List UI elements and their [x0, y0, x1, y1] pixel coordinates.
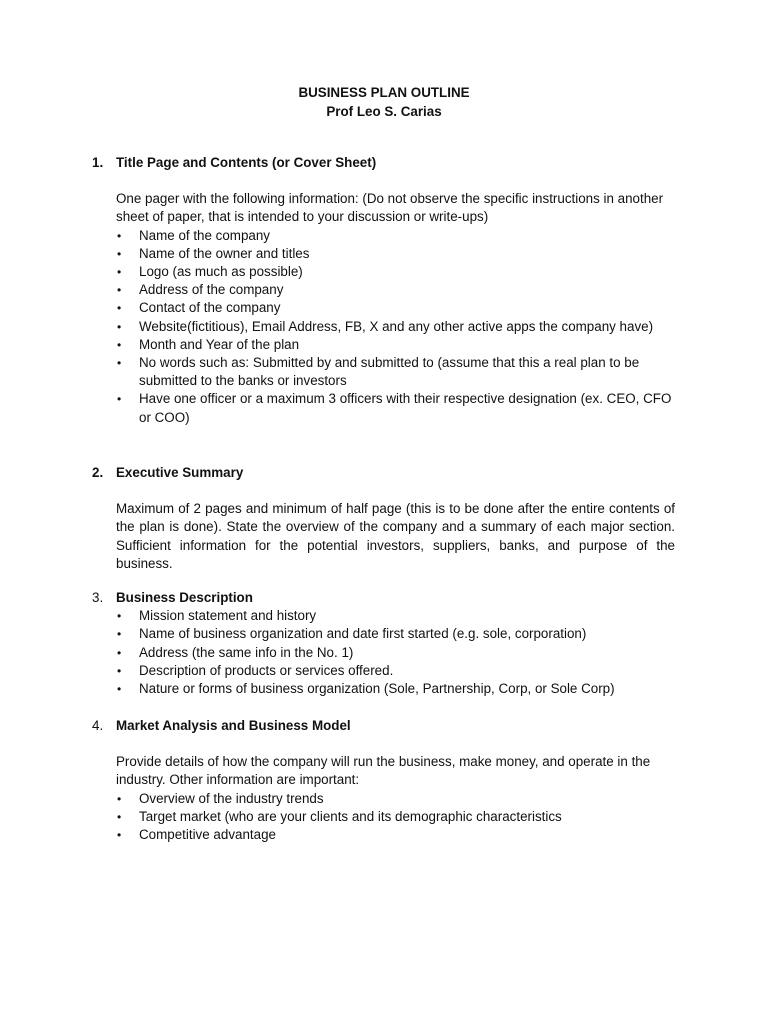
- bullet-icon: •: [117, 337, 122, 352]
- section-intro: One pager with the following information: (Do not observe the specific instructions in another sheet of paper, that is intended to your discussion or write-ups): [116, 191, 664, 225]
- list-item: • Address (the same info in the No. 1): [116, 644, 675, 662]
- list-item: • No words such as: Submitted by and submitted to (assume that this a real plan to be submitted to the banks or investors: [117, 355, 640, 389]
- bullet-icon: •: [117, 265, 122, 280]
- list-item: • Nature or forms of business organization (Sole, Partnership, Corp, or Sole Corp): [116, 680, 675, 698]
- section-intro: Maximum of 2 pages and minimum of half page (this is to be done after the entire contents of the plan is done). State the overview of the company and a summary of each major section. Sufficient information for the potential investors, suppliers, banks, and purpose of the business.: [116, 501, 675, 571]
- bullet-icon: •: [117, 627, 122, 642]
- section-title-page: [92, 154, 675, 427]
- bullet-icon: •: [117, 246, 122, 261]
- list-item: • Website(fictitious), Email Address, FB, X and any other active apps the company have): [116, 318, 675, 336]
- list-item: • Month and Year of the plan: [116, 336, 675, 354]
- bullet-icon: •: [117, 392, 122, 407]
- list-item: • Target market (who are your clients and its demographic characteristics: [116, 808, 675, 826]
- section-business-description: [92, 589, 675, 698]
- section-intro: Provide details of how the company will run the business, make money, and operate in the industry. Other information are important:: [116, 754, 651, 788]
- section-heading-text: Market Analysis and Business Model: [116, 718, 351, 733]
- bullet-icon: •: [117, 645, 122, 660]
- bullet-icon: •: [117, 283, 122, 298]
- bullet-icon: •: [117, 809, 122, 824]
- bullet-list: [92, 790, 675, 845]
- bullet-icon: •: [117, 682, 122, 697]
- section-heading: [92, 589, 675, 607]
- bullet-list: [92, 607, 675, 698]
- list-item: • Competitive advantage: [116, 826, 675, 844]
- list-item: • Contact of the company: [116, 299, 675, 317]
- list-item: • Logo (as much as possible): [116, 263, 675, 281]
- bullet-icon: •: [117, 791, 122, 806]
- section-heading: [92, 464, 675, 482]
- section-heading-text: Executive Summary: [116, 465, 244, 480]
- section-heading: [92, 154, 675, 172]
- section-heading-text: Business Description: [116, 590, 253, 605]
- bullet-list: [92, 227, 675, 427]
- section-heading: [92, 717, 675, 735]
- section-number: 1.: [92, 155, 104, 170]
- section-heading-text: Title Page and Contents (or Cover Sheet): [116, 155, 377, 170]
- bullet-icon: •: [117, 319, 122, 334]
- bullet-icon: •: [117, 663, 122, 678]
- section-number: 2.: [92, 465, 104, 480]
- list-item: • Name of the company: [116, 227, 675, 245]
- bullet-icon: •: [117, 828, 122, 843]
- list-item: • Name of the owner and titles: [116, 245, 675, 263]
- section-executive-summary: [92, 464, 675, 573]
- section-number: 3.: [92, 590, 104, 605]
- bullet-icon: •: [117, 228, 122, 243]
- document-author: Prof Leo S. Carias: [326, 104, 442, 119]
- bullet-icon: •: [117, 609, 122, 624]
- list-item: • Address of the company: [116, 281, 675, 299]
- section-number: 4.: [92, 718, 104, 733]
- bullet-icon: •: [117, 356, 122, 371]
- list-item: • Description of products or services offered.: [116, 662, 675, 680]
- document-header: [0, 83, 768, 121]
- list-item: • Name of business organization and date first started (e.g. sole, corporation): [116, 625, 675, 643]
- list-item: • Have one officer or a maximum 3 officers with their respective designation (ex. CEO, CFO or COO): [117, 391, 672, 425]
- list-item: • Mission statement and history: [116, 607, 675, 625]
- bullet-icon: •: [117, 301, 122, 316]
- list-item: • Overview of the industry trends: [116, 790, 675, 808]
- document-title: BUSINESS PLAN OUTLINE: [298, 85, 470, 100]
- section-market-analysis: [92, 717, 675, 844]
